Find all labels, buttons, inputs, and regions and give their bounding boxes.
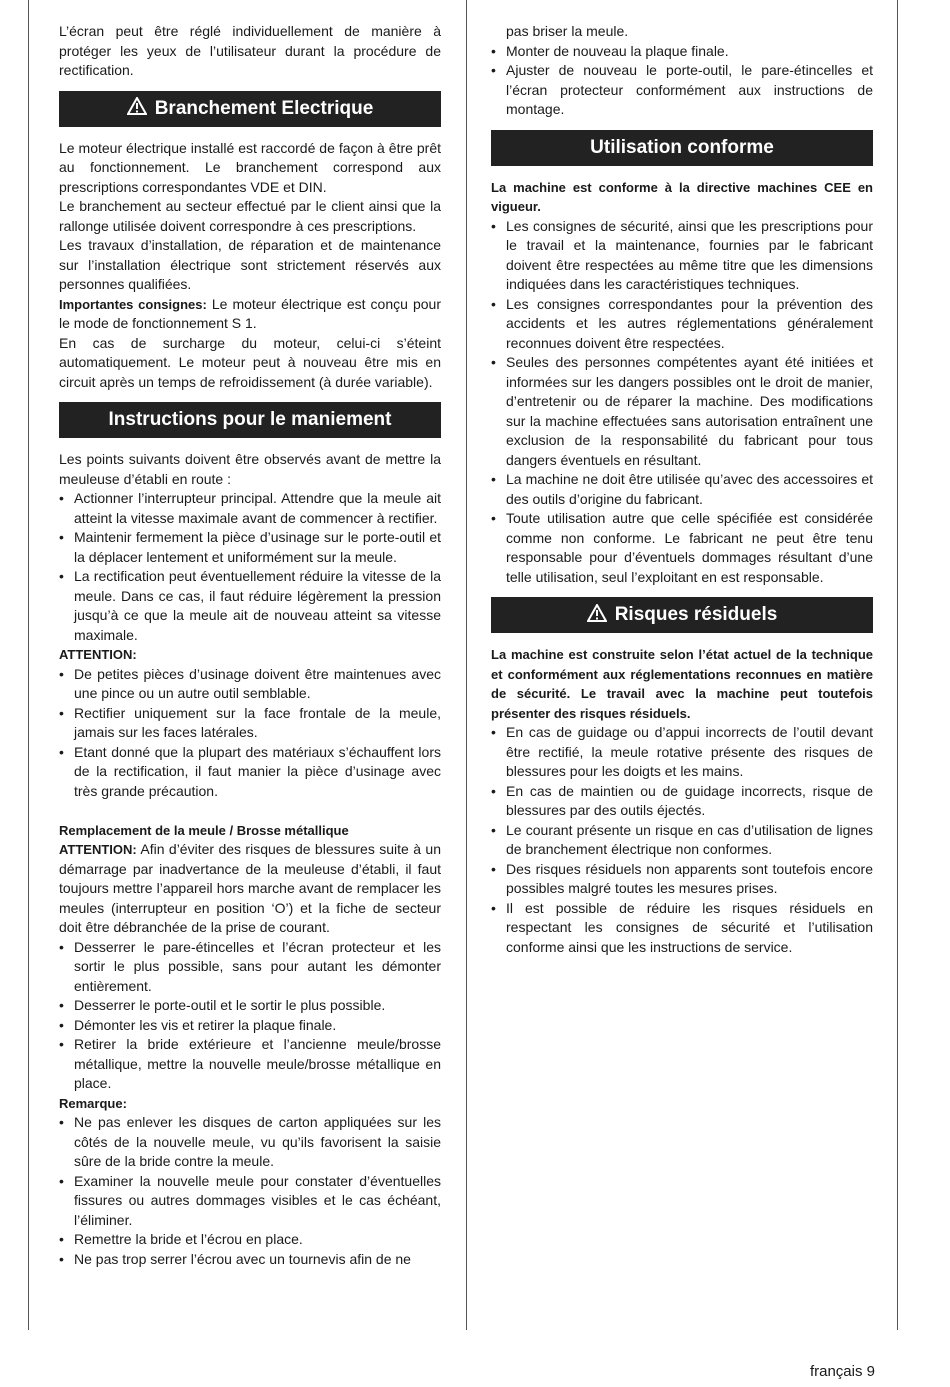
page-number: français 9	[809, 1363, 875, 1380]
list-item: • La rectification peut éventuellement réduire la vitesse de la meule. Dans ce cas, il faut réduire légèrement la pression jusqu’à ce que la meule ait de nouveau atteint sa vitesse maximale.	[59, 568, 441, 643]
list-item: • Maintenir fermement la pièce d’usinage sur le porte-outil et la déplacer lentement et uniformément sur la meule.	[59, 529, 441, 565]
bullet-list	[59, 938, 441, 1094]
bullet-dot: •	[491, 62, 496, 78]
bullet-list	[59, 665, 441, 802]
bold-intro: La machine est conforme à la directive machines CEE en vigueur.	[491, 179, 873, 214]
list-item: • Il est possible de réduire les risques résiduels en respectant les consignes de sécurité et l’utilisation conforme ainsi que les instructions de service.	[491, 899, 873, 955]
paragraph: En cas de surcharge du moteur, celui-ci s’éteint automatiquement. Le moteur peut à nouveau être mis en circuit après un temps de refroidissement (à durée variable).	[59, 334, 441, 390]
bullet-list	[59, 489, 441, 645]
important-note	[59, 295, 441, 334]
bullet-list	[491, 217, 873, 588]
section-header-branchement	[59, 91, 441, 127]
bullet-dot: •	[59, 490, 64, 506]
list-item: • De petites pièces d’usinage doivent être maintenues avec une pince ou un autre outil semblable.	[59, 665, 441, 701]
continued-text: pas briser la meule.	[506, 23, 629, 39]
bullet-list	[491, 723, 873, 957]
list-item: • Remettre la bride et l’écrou en place.	[59, 1230, 441, 1250]
paragraph: Les points suivants doivent être observés avant de mettre la meuleuse d’établi en route :	[59, 451, 441, 487]
list-item: • Ne pas trop serrer l’écrou avec un tournevis afin de ne	[59, 1250, 441, 1270]
bullet-dot: •	[59, 1114, 64, 1130]
bullet-dot: •	[491, 821, 496, 838]
bullet-dot: •	[59, 568, 64, 584]
bullet-dot: •	[491, 295, 496, 312]
bullet-dot: •	[59, 1250, 64, 1267]
right-column	[491, 22, 873, 957]
bullet-dot: •	[59, 529, 64, 545]
right-margin-rule	[897, 0, 898, 1330]
list-item: • Toute utilisation autre que celle spécifiée est considérée comme non conforme. Le fabricant ne peut être tenu responsable pour d’éventuels dommages résultant d’une telle utilisation, seul l’exploitant en est responsable.	[491, 510, 873, 585]
bullet-dot: •	[491, 471, 496, 487]
section-title: Utilisation conforme	[590, 136, 774, 158]
bullet-dot: •	[491, 42, 496, 59]
subsection-title: Remplacement de la meule / Brosse métallique	[59, 822, 349, 838]
list-item: • Desserrer le pare-étincelles et l’écran protecteur et les sortir le plus possible, sans pour autant les démonter entièrement.	[59, 938, 441, 994]
section-header-utilisation	[491, 130, 873, 166]
bullet-dot: •	[491, 217, 496, 234]
paragraph: Les travaux d’installation, de réparation et de maintenance sur l’installation électrique sont strictement réservés aux personnes qualifiées.	[59, 237, 441, 292]
section-header-instructions	[59, 402, 441, 438]
section-title: Branchement Electrique	[154, 97, 374, 119]
remarque-label: Remarque:	[59, 1095, 127, 1111]
list-item: • Démonter les vis et retirer la plaque finale.	[59, 1016, 441, 1036]
list-item: • Ne pas enlever les disques de carton appliquées sur les côtés de la nouvelle meule, vu qu’ils favorisent la saisie sûre de la bride contre la meule.	[59, 1114, 441, 1169]
left-margin-rule	[28, 0, 29, 1330]
list-item: • Les consignes correspondantes pour la prévention des accidents et les autres réglementations généralement reconnues doivent être respectées.	[491, 295, 873, 351]
warning-triangle-icon	[587, 604, 607, 627]
list-item: • Le courant présente un risque en cas d’utilisation de lignes de branchement électrique non conformes.	[491, 821, 873, 857]
bold-intro: La machine est construite selon l’état actuel de la technique et conformément aux réglementations reconnues en matière de sécurité. Le travail avec la machine peut toutefois présenter des risques résiduels.	[491, 647, 873, 721]
list-item: • La machine ne doit être utilisée qu’avec des accessoires et des outils d’origine du fabricant.	[491, 471, 873, 507]
attention-paragraph: ATTENTION: Afin d’éviter des risques de blessures suite à un démarrage par inadvertance de la meuleuse d’établi, il faut toujours mettre l’appareil hors marche avant de remplacer les meules (interrupteur en position ‘O’) et la fiche de secteur doit être débranchée de la prise de courant.	[59, 841, 441, 935]
list-item: • En cas de maintien ou de guidage incorrects, risque de blessures par des outils éjectés.	[491, 782, 873, 818]
bullet-dot: •	[59, 665, 64, 682]
section-header-risques	[491, 597, 873, 633]
important-label: Importantes consignes:	[59, 296, 207, 312]
bullet-dot: •	[491, 510, 496, 526]
column-divider-rule	[466, 0, 467, 1330]
list-item: • Examiner la nouvelle meule pour constater d’éventuelles fissures ou autres dommages visibles et le cas échéant, l’éliminer.	[59, 1172, 441, 1228]
list-item: • Monter de nouveau la plaque finale.	[491, 42, 873, 62]
bullet-dot: •	[59, 1231, 64, 1247]
bullet-dot: •	[59, 997, 64, 1013]
bullet-dot: •	[491, 899, 496, 916]
left-column	[59, 22, 441, 1269]
list-item: • Les consignes de sécurité, ainsi que les prescriptions pour le travail et la maintenance, fournies par le fabricant doivent être respectées au même titre que les dimensions indiquées dans les caractéristiques techniques.	[491, 217, 873, 292]
bullet-dot: •	[59, 743, 64, 760]
bullet-dot: •	[59, 1172, 64, 1189]
list-item: • Desserrer le porte-outil et le sortir le plus possible.	[59, 996, 441, 1016]
paragraph: Le moteur électrique installé est raccordé de façon à être prêt au fonctionnement. Le branchement correspond aux prescriptions correspondantes VDE et DIN.	[59, 139, 441, 195]
list-item: • Des risques résiduels non apparents sont toutefois encore possibles malgré toutes les mesures prises.	[491, 860, 873, 896]
list-item: • Seules des personnes compétentes ayant été initiées et informées sur les dangers possibles ont le droit de manier, d’entretenir ou de réparer la machine. Des modifications sur la machine effectuées sans autorisation entraînent une exclusion de la responsabilité du fabricant pour tous dangers éventuels en résultant.	[491, 354, 873, 468]
bullet-dot: •	[59, 1016, 64, 1033]
list-item: • Actionner l’interrupteur principal. Attendre que la meule ait atteint la vitesse maximale avant de commencer à rectifier.	[59, 490, 441, 526]
bullet-dot: •	[491, 354, 496, 370]
list-item: • Retirer la bride extérieure et l’ancienne meule/brosse métallique, mettre la nouvelle meule/brosse métallique en place.	[59, 1036, 441, 1091]
warning-triangle-icon	[127, 97, 147, 120]
bullet-list	[491, 42, 873, 120]
bullet-dot: •	[59, 938, 64, 955]
bullet-dot: •	[491, 860, 496, 877]
list-item: • Ajuster de nouveau le porte-outil, le pare-étincelles et l’écran protecteur conformément aux instructions de montage.	[491, 62, 873, 117]
list-item: • Rectifier uniquement sur la face frontale de la meule, jamais sur les faces latérales.	[59, 704, 441, 740]
attention-label: ATTENTION:	[59, 842, 137, 857]
bullet-list	[59, 1113, 441, 1269]
important-text: Le moteur électrique est conçu pour le mode de fonctionnement S 1.	[59, 295, 441, 331]
bullet-dot: •	[491, 724, 496, 740]
bullet-dot: •	[491, 782, 496, 799]
list-item: • En cas de guidage ou d’appui incorrects de l’outil devant être rectifié, la meule rotative présente des risques de blessures pour les doigts et les mains.	[491, 724, 873, 779]
list-item: • Etant donné que la plupart des matériaux s’échauffent lors de la rectification, il faut manier la pièce d’usinage avec très grande précaution.	[59, 743, 441, 799]
attention-label: ATTENTION:	[59, 647, 137, 662]
intro-paragraph: L’écran peut être réglé individuellement de manière à protéger les yeux de l’utilisateur durant la procédure de rectification.	[59, 23, 441, 78]
section-title: Instructions pour le maniement	[108, 409, 392, 431]
paragraph: Le branchement au secteur effectué par le client ainsi que la rallonge utilisée doivent correspondre à ces prescriptions.	[59, 198, 441, 234]
bullet-dot: •	[59, 704, 64, 721]
section-title: Risques résiduels	[614, 604, 778, 626]
bullet-dot: •	[59, 1036, 64, 1052]
